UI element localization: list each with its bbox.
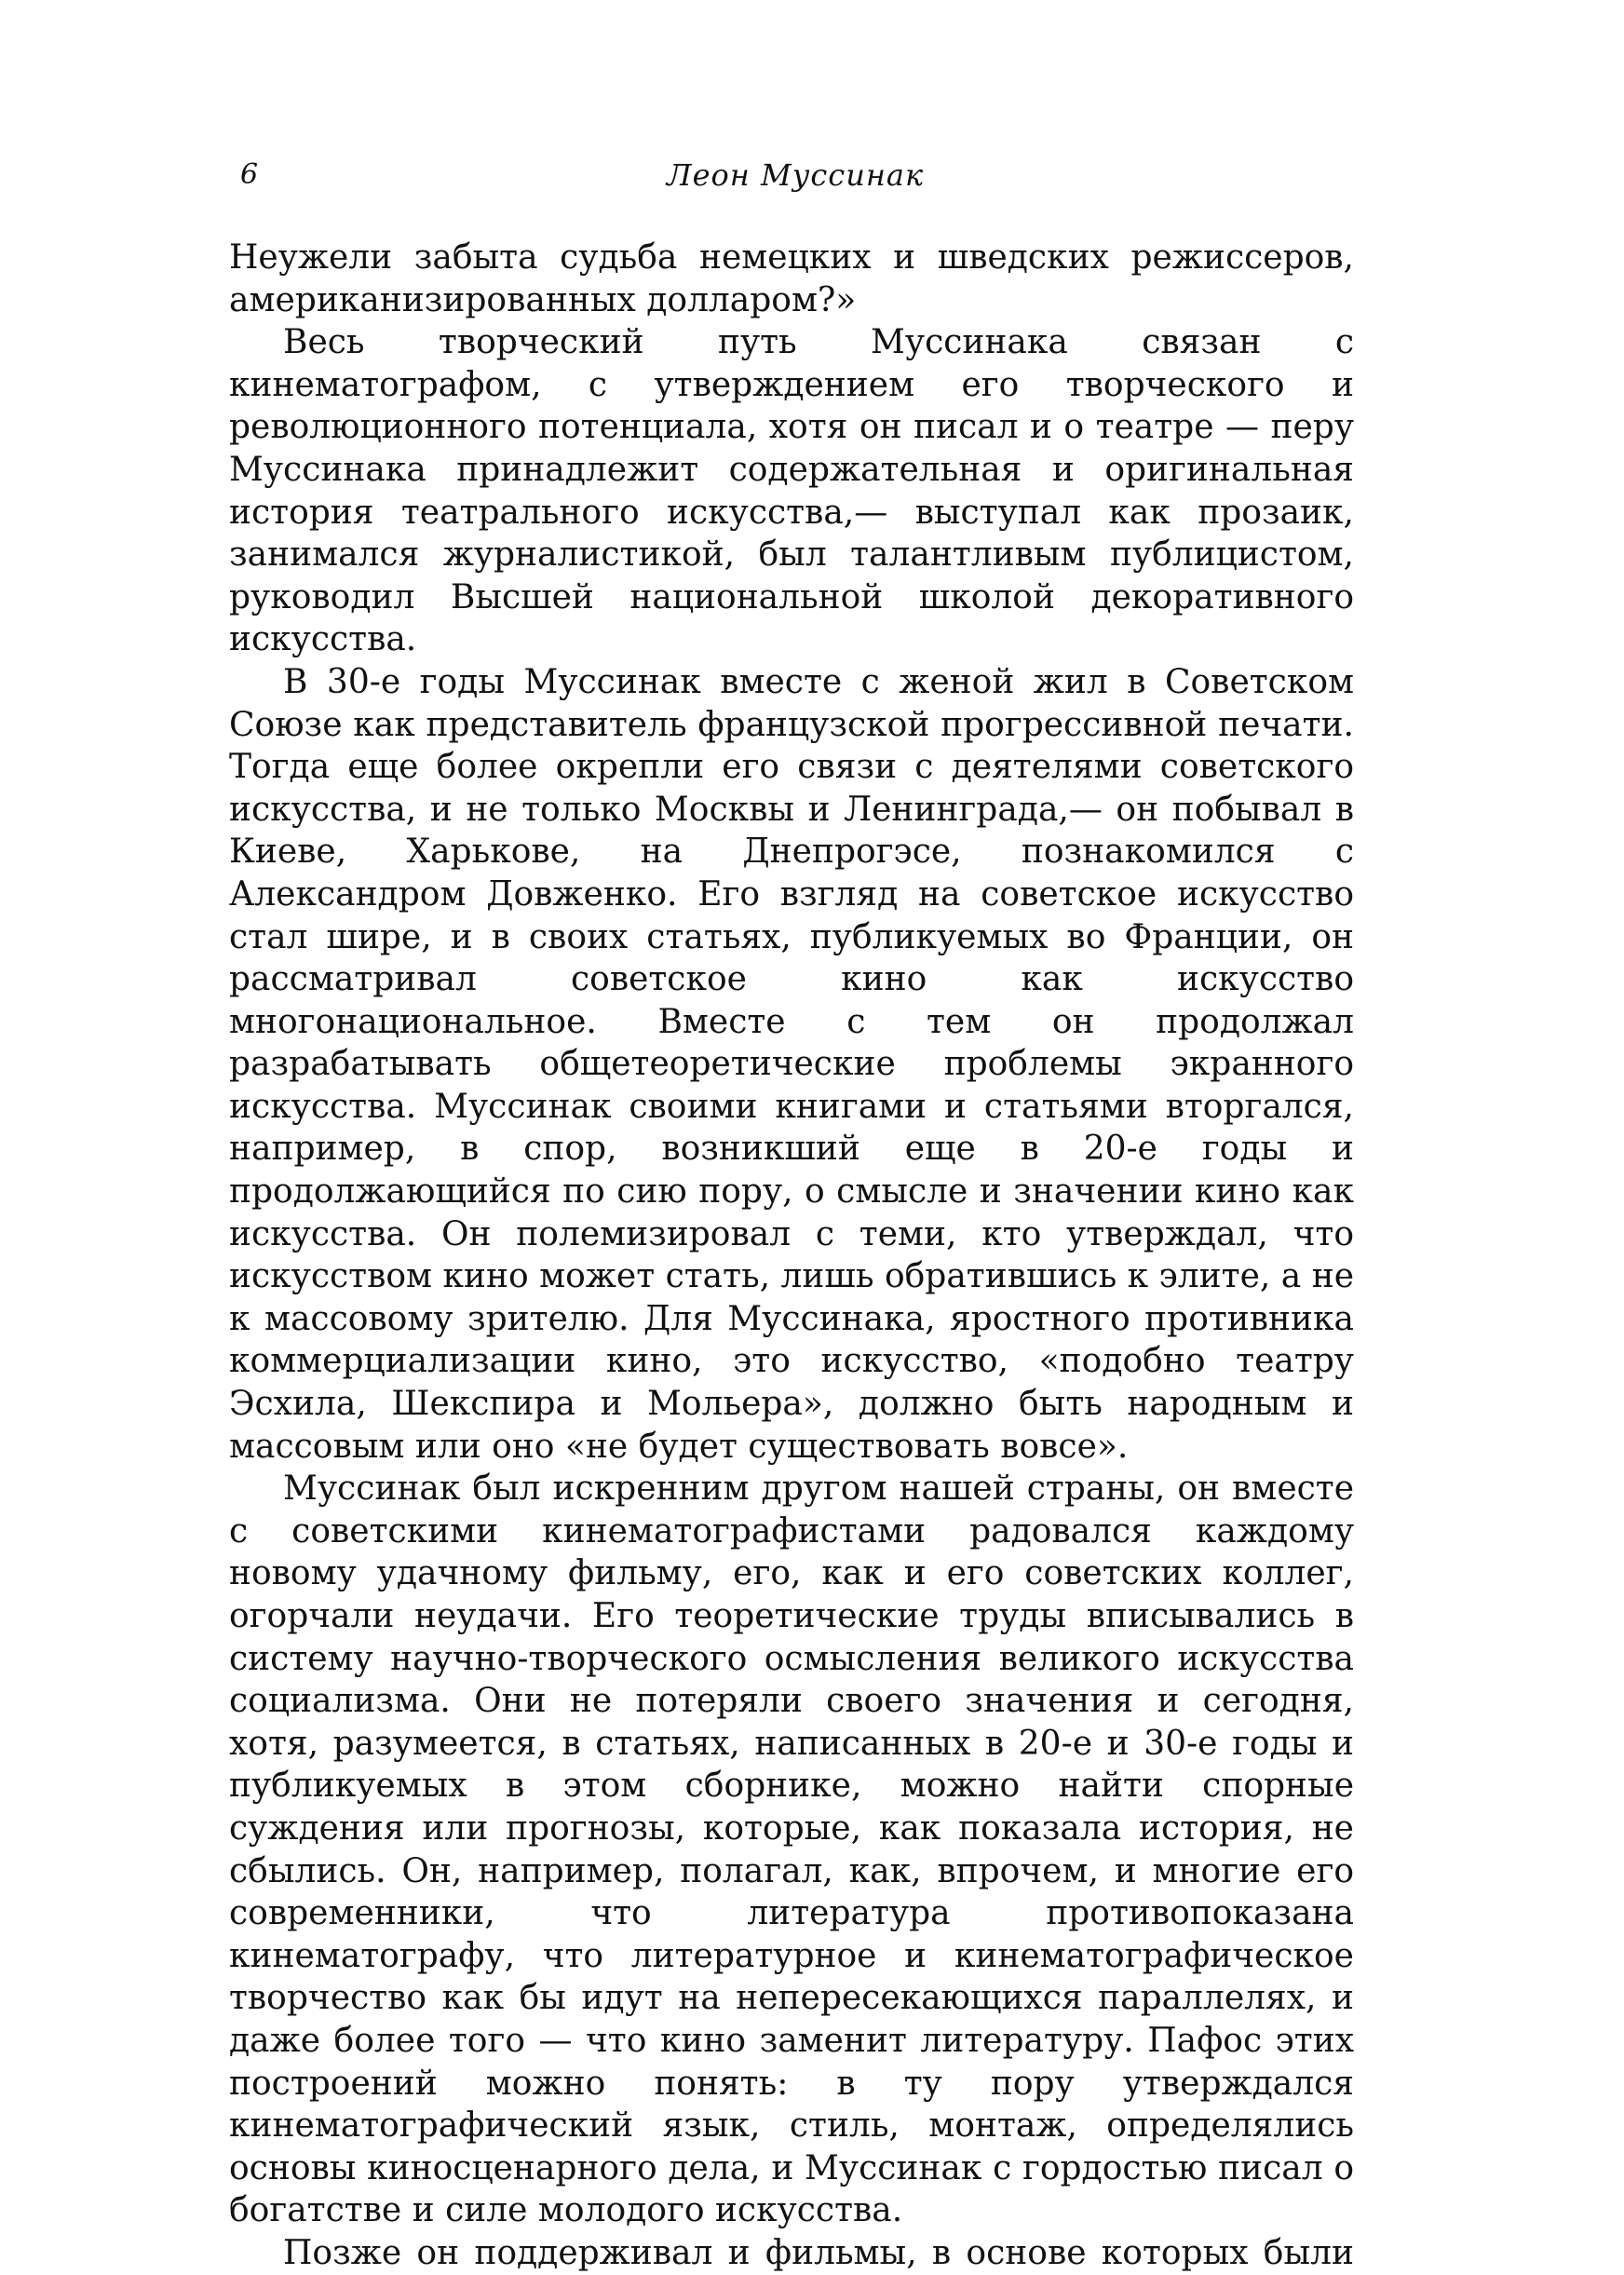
paragraph: Позже он поддерживал и фильмы, в основе которых были xyxy=(283,2233,1354,2272)
paragraph: Неужели забыта судьба немецких и шведских режиссеров, американизированных долларом?» xyxy=(229,238,1354,319)
paragraph: Весь творческий путь Муссинака связан с кинематографом, с утверждением его творческого и революционного потенциала, хотя он писал и о театре — перу Муссинака принадлежит содержательная и оригинальная история театрального искусства,— выступал как прозаик, занимался журналистикой, был талантливым публицистом, руководил Высшей национальной школой декоративного искусства. xyxy=(229,323,1354,659)
running-title: Леон Муссинак xyxy=(666,157,925,193)
paragraph: В 30-е годы Муссинак вместе с женой жил в Советском Союзе как представитель французской прогрессивной печати. Тогда еще более окрепли его связи с деятелями советского искусства, и не только Москвы и Ленинграда,— он побывал в Киеве, Харькове, на Днепрогэсе, познакомился с Александром Довженко. Его взгляд на советское искусство стал шире, и в своих статьях, публикуемых во Франции, он рассматривал советское кино как искусство многонациональное. Вместе с тем он продолжал разрабатывать общетеоретические проблемы экранного искусства. Муссинак своими книгами и статьями вторгался, например, в спор, возникший еще в 20-е годы и продолжающийся по сию пору, о смысле и значении кино как искусства. Он полемизировал с теми, кто утверждал, что искусством кино может стать, лишь обратившись к элите, а не к массовому зрителю. Для Муссинака, яростного противника коммерциализации кино, это искусство, «подобно театру Эсхила, Шекспира и Мольера», должно быть народным и массовым или оно «не будет существовать вовсе». xyxy=(229,662,1354,1466)
body-text xyxy=(229,237,1354,2275)
paragraph: Муссинак был искренним другом нашей страны, он вместе с советскими кинематографистами радовался каждому новому удачному фильму, его, как и его советских коллег, огорчали неудачи. Его теоретические труды вписывались в систему научно-творческого осмысления великого искусства социализма. Они не потеряли своего значения и сегодня, хотя, разумеется, в статьях, написанных в 20-е и 30-е годы и публикуемых в этом сборнике, можно найти спорные суждения или прогнозы, которые, как показала история, не сбылись. Он, например, полагал, как, впрочем, и многие его современники, что литература противопоказана кинематографу, что литературное и кинематографическое творчество как бы идут на непересекающихся параллелях, и даже более того — что кино заменит литературу. Пафос этих построений можно понять: в ту пору утверждался кинематографический язык, стиль, монтаж, определялись основы киносценарного дела, и Муссинак с гордостью писал о богатстве и силе молодого искусства. xyxy=(229,1469,1354,2230)
running-head xyxy=(240,156,1350,212)
page-number: 6 xyxy=(240,158,259,191)
